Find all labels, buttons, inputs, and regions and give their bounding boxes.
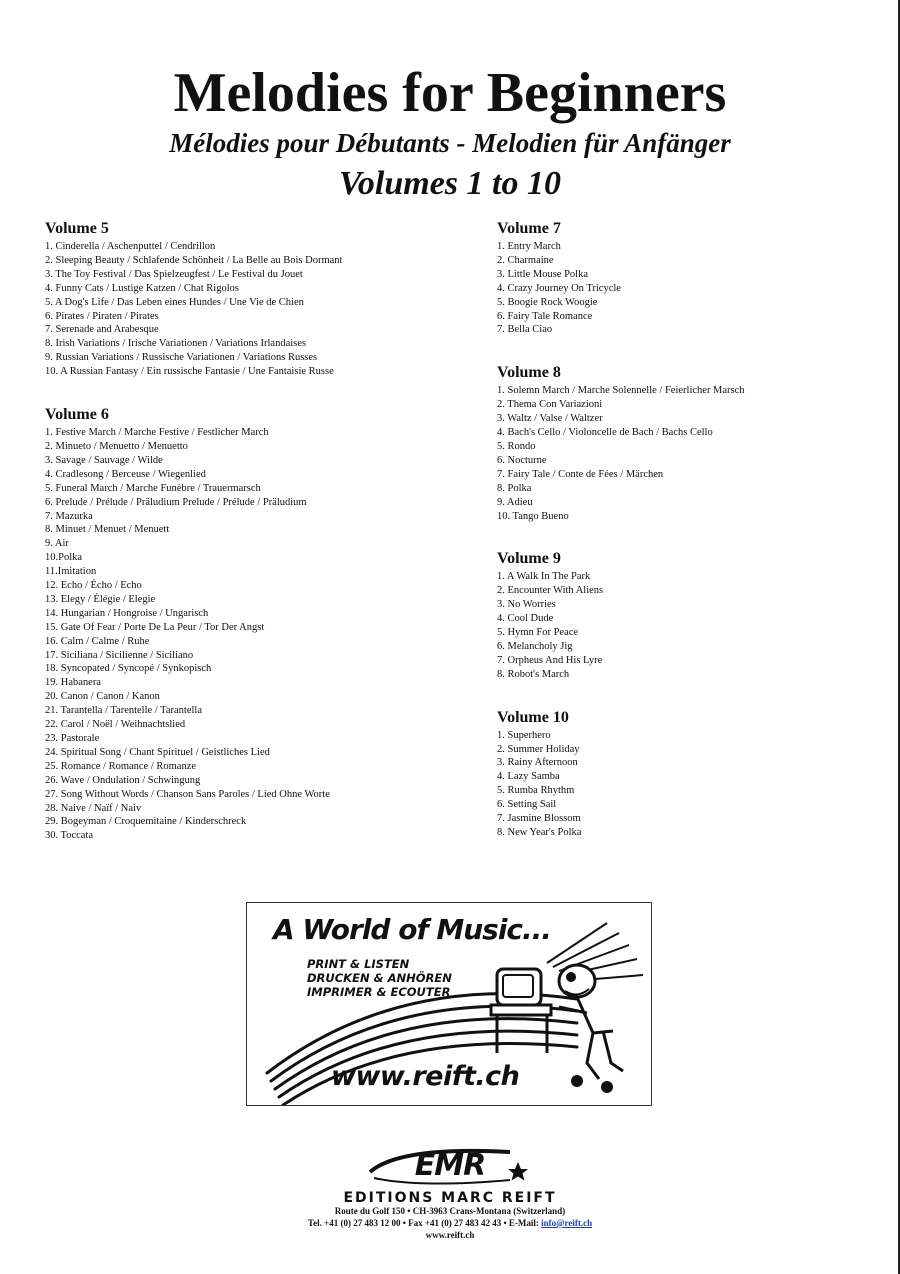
list-item: 15. Gate Of Fear / Porte De La Peur / Tor Der Angst	[45, 621, 265, 633]
list-item: 4. Lazy Samba	[497, 771, 560, 783]
list-item: 2. Minueto / Menuetto / Menuetto	[45, 440, 188, 452]
list-item: 6. Setting Sail	[497, 799, 557, 811]
volume-heading: Volume 6	[45, 406, 109, 424]
list-item: 20. Canon / Canon / Kanon	[45, 691, 160, 703]
list-item: 6. Pirates / Piraten / Pirates	[45, 310, 159, 322]
contact-phone-fax: Tel. +41 (0) 27 483 12 00 • Fax +41 (0) 27 483 42 43 • E-Mail:	[307, 1218, 542, 1228]
volume-section	[497, 363, 877, 523]
list-item: 19. Habanera	[45, 677, 101, 689]
emr-logo	[360, 1142, 540, 1190]
list-item: 7. Mazurka	[45, 510, 93, 522]
list-item: 3. No Worries	[497, 599, 556, 611]
track-list	[497, 570, 877, 681]
list-item: 9. Adieu	[497, 496, 533, 508]
volume-heading: Volume 9	[497, 550, 561, 568]
email-link[interactable]: info@reift.ch	[541, 1218, 593, 1228]
list-item: 1. Solemn March / Marche Solennelle / Feierlicher Marsch	[497, 385, 745, 397]
list-item: 1. Entry March	[497, 241, 561, 252]
volume-heading: Volume 7	[497, 220, 561, 237]
left-column	[45, 219, 465, 869]
list-item: 2. Thema Con Variazioni	[497, 399, 603, 411]
list-item: 1. Cinderella / Aschenputtel / Cendrillon	[45, 241, 216, 252]
list-item: 8. Robot's March	[497, 668, 570, 680]
volume-section	[45, 219, 465, 379]
list-item: 8. New Year's Polka	[497, 827, 582, 838]
track-list	[497, 729, 877, 840]
ad-website[interactable]: www.reift.ch	[331, 1061, 520, 1092]
list-item: 4. Cradlesong / Berceuse / Wiegenlied	[45, 468, 206, 480]
right-column	[497, 219, 877, 866]
list-item: 10. Tango Bueno	[497, 510, 569, 522]
list-item: 8. Irish Variations / Irische Variationen / Variations Irlandaises	[45, 338, 306, 350]
list-item: 27. Song Without Words / Chanson Sans Paroles / Lied Ohne Worte	[45, 788, 330, 800]
list-item: 7. Serenade and Arabesque	[45, 324, 159, 336]
advertisement-box	[246, 902, 652, 1106]
logo-text: EMR	[414, 1148, 486, 1183]
list-item: 12. Echo / Écho / Echo	[45, 580, 142, 592]
list-item: 6. Melancholy Jig	[497, 640, 573, 652]
list-item: 8. Polka	[497, 482, 532, 494]
list-item: 5. Rumba Rhythm	[497, 785, 575, 797]
volume-section	[497, 219, 877, 337]
list-item: 6. Nocturne	[497, 454, 547, 466]
list-item: 11.Imitation	[45, 566, 97, 578]
list-item: 5. Boogie Rock Woogie	[497, 296, 598, 308]
list-item: 24. Spiritual Song / Chant Spirituel / Geistliches Lied	[45, 746, 270, 758]
page-title: Melodies for Beginners	[173, 62, 727, 124]
list-item: 18. Syncopated / Syncopé / Synkopisch	[45, 663, 212, 675]
list-item: 9. Russian Variations / Russische Variationen / Variations Russes	[45, 352, 318, 364]
list-item: 2. Summer Holiday	[497, 743, 580, 755]
list-item: 8. Minuet / Menuet / Menuett	[45, 524, 170, 536]
list-item: 3. Little Mouse Polka	[497, 268, 588, 280]
list-item: 4. Crazy Journey On Tricycle	[497, 282, 621, 294]
ad-line: PRINT & LISTEN	[307, 957, 410, 971]
volume-heading: Volume 10	[497, 708, 569, 726]
list-item: 25. Romance / Romance / Romanze	[45, 760, 197, 772]
list-item: 7. Jasmine Blossom	[497, 813, 581, 825]
list-item: 13. Elegy / Élégie / Elegie	[45, 593, 156, 605]
list-item: 6. Fairy Tale Romance	[497, 310, 593, 322]
list-item: 2. Sleeping Beauty / Schlafende Schönheit / La Belle au Bois Dormant	[45, 254, 343, 266]
publisher-address: Route du Golf 150 • CH-3963 Crans-Montana (Switzerland)	[334, 1206, 566, 1216]
list-item: 5. Rondo	[497, 440, 536, 452]
volume-section	[497, 549, 877, 681]
list-item: 5. A Dog's Life / Das Leben eines Hundes / Une Vie de Chien	[45, 296, 304, 308]
volume-heading: Volume 5	[45, 220, 109, 237]
list-item: 21. Tarantella / Tarentelle / Tarantella	[45, 705, 202, 717]
list-item: 1. Superhero	[497, 729, 551, 741]
list-item: 7. Orpheus And His Lyre	[497, 654, 603, 666]
list-item: 7. Bella Ciao	[497, 324, 553, 336]
track-list	[45, 426, 465, 843]
volume-heading: Volume 8	[497, 364, 561, 382]
list-item: 7. Fairy Tale / Conte de Fées / Märchen	[497, 468, 664, 480]
website-link[interactable]: www.reift.ch	[425, 1230, 475, 1240]
list-item: 28. Naive / Naïf / Naiv	[45, 802, 142, 814]
list-item: 5. Hymn For Peace	[497, 627, 579, 639]
volume-section	[45, 405, 465, 843]
list-item: 3. The Toy Festival / Das Spielzeugfest / Le Festival du Jouet	[45, 268, 303, 280]
list-item: 17. Siciliana / Sicilienne / Siciliano	[45, 649, 194, 661]
list-item: 6. Prelude / Prélude / Präludium Prelude / Prélude / Präludium	[45, 496, 307, 508]
list-item: 26. Wave / Ondulation / Schwingung	[45, 774, 201, 786]
list-item: 23. Pastorale	[45, 733, 100, 744]
list-item: 4. Bach's Cello / Violoncelle de Bach / Bachs Cello	[497, 427, 713, 439]
ad-line: DRUCKEN & ANHÖREN	[307, 971, 452, 985]
publisher-name: EDITIONS MARC REIFT	[343, 1190, 557, 1206]
list-item: 22. Carol / Noël / Weihnachtslied	[45, 719, 186, 731]
publisher-contact	[0, 1217, 900, 1229]
track-list	[45, 240, 465, 379]
track-list	[497, 240, 877, 337]
list-item: 4. Cool Dude	[497, 613, 554, 625]
volume-section	[497, 708, 877, 840]
list-item: 16. Calm / Calme / Ruhe	[45, 635, 150, 647]
volumes-range: Volumes 1 to 10	[339, 165, 561, 202]
list-item: 9. Air	[45, 538, 69, 550]
list-item: 29. Bogeyman / Croquemitaine / Kinderschreck	[45, 816, 247, 828]
list-item: 2. Encounter With Aliens	[497, 585, 604, 597]
list-item: 2. Charmaine	[497, 254, 554, 266]
list-item: 4. Funny Cats / Lustige Katzen / Chat Rigolos	[45, 282, 239, 294]
list-item: 5. Funeral March / Marche Funèbre / Trauermarsch	[45, 482, 261, 494]
list-item: 1. A Walk In The Park	[497, 571, 591, 583]
list-item: 10. A Russian Fantasy / Ein russische Fantasie / Une Fantaisie Russe	[45, 366, 334, 378]
publisher-footer	[0, 1142, 900, 1241]
ad-line: IMPRIMER & ECOUTER	[307, 985, 451, 999]
ad-headline: A World of Music...	[273, 913, 551, 946]
page-subtitle: Mélodies pour Débutants - Melodien für Anfänger	[169, 128, 731, 158]
list-item: 30. Toccata	[45, 830, 94, 842]
list-item: 3. Rainy Afternoon	[497, 757, 578, 769]
list-item: 1. Festive March / Marche Festive / Festlicher March	[45, 427, 269, 439]
list-item: 3. Waltz / Valse / Waltzer	[497, 413, 603, 425]
track-list	[497, 384, 877, 523]
list-item: 14. Hungarian / Hongroise / Ungarisch	[45, 607, 209, 619]
list-item: 3. Savage / Sauvage / Wilde	[45, 454, 163, 466]
list-item: 10.Polka	[45, 552, 83, 564]
